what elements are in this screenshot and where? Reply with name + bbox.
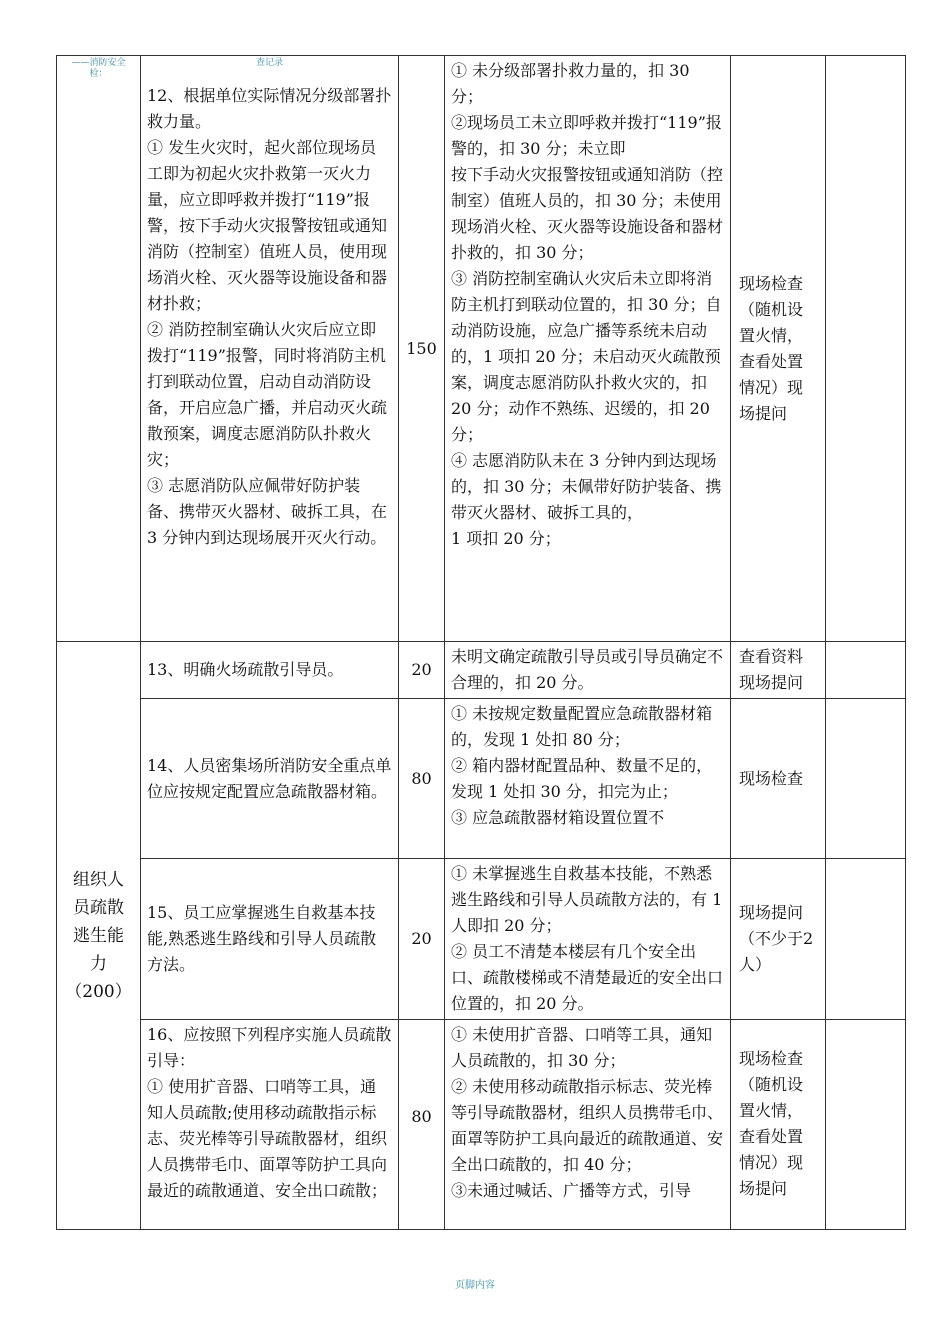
deduction-cell-12 <box>445 56 731 642</box>
method-cell-14: 现场检查 <box>731 699 826 859</box>
deduction-cell-14 <box>445 699 731 859</box>
content-16-line-1: ① 使用扩音器、口哨等工具，通知人员疏散;使用移动疏散指示标志、荧光棒等引导疏散器材，组织人员携带毛巾、面罩等防护工具向最近的疏散通道、安全出口疏散； <box>147 1077 388 1200</box>
blank-cell-16 <box>826 1020 906 1230</box>
blank-cell-14 <box>826 699 906 859</box>
content-cell-14 <box>141 699 399 859</box>
blank-cell-12 <box>826 56 906 642</box>
table-row-12 <box>57 56 906 642</box>
table-row-15 <box>57 859 906 1020</box>
content-12-line-1: ① 发生火灾时，起火部位现场员工即为初起火灾扑救第一灭火力量，应立即呼救并拨打“119”报警，按下手动火灾报警按钮或通知消防（控制室）值班人员，使用现场消火栓、灭火器等设施设备和器材扑救； <box>147 138 388 313</box>
content-12-line-2: ② 消防控制室确认火灾后应立即拨打“119”报警，同时将消防主机打到联动位置，启动自动消防设备，开启应急广播，并启动灭火疏散预案，调度志愿消防队扑救火灾； <box>147 320 388 469</box>
inspection-table <box>56 55 906 1230</box>
content-15-line-0: 15、员工应掌握逃生自救基本技能,熟悉逃生路线和引导人员疏散方法。 <box>147 903 377 974</box>
score-cell-15: 20 <box>399 859 445 1020</box>
deduction-12-line-5: 1 项扣 20 分； <box>451 529 561 548</box>
header-fragment-2: 查记录 <box>255 58 283 68</box>
deduction-14-line-2: ③ 应急疏散器材箱设置位置不 <box>451 808 665 827</box>
score-cell-16: 80 <box>399 1020 445 1230</box>
method-cell-16: 现场检查（随机设置火情，查看处置情况）现场提问 <box>731 1020 826 1230</box>
deduction-12-line-1: ②现场员工未立即呼救并拨打“119”报警的，扣 30 分；未立即 <box>451 113 722 158</box>
deduction-cell-16 <box>445 1020 731 1230</box>
header-fragment-1: ——消防安全检： <box>71 58 126 79</box>
deduction-12-line-3: ③ 消防控制室确认火灾后未立即将消防主机打到联动位置的，扣 30 分；自动消防设施，应急广播等系统未启动的，1 项扣 20 分；未启动灭火疏散预案，调度志愿消防队扑救火灾的，扣 20 分；动作不熟练、迟缓的，扣 20 分； <box>451 269 722 444</box>
deduction-cell-15 <box>445 859 731 1020</box>
table-row-14 <box>57 699 906 859</box>
content-12-line-0: 12、根据单位实际情况分级部署扑救力量。 <box>147 86 392 131</box>
deduction-15-line-0: ① 未掌握逃生自救基本技能，不熟悉逃生路线和引导人员疏散方法的，有 1 人即扣 20 分； <box>451 864 723 935</box>
content-cell-16 <box>141 1020 399 1230</box>
category-cell-top <box>57 56 141 642</box>
deduction-cell-13 <box>445 642 731 699</box>
content-13-line-0: 13、明确火场疏散引导员。 <box>147 660 344 679</box>
deduction-14-line-0: ① 未按规定数量配置应急疏散器材箱的，发现 1 处扣 80 分； <box>451 704 713 749</box>
table-row-16 <box>57 1020 906 1230</box>
blank-cell-15 <box>826 859 906 1020</box>
deduction-16-line-1: ② 未使用移动疏散指示标志、荧光棒等引导疏散器材，组织人员携带毛巾、面罩等防护工具向最近的疏散通道、安全出口疏散的，扣 40 分； <box>451 1077 724 1174</box>
deduction-16-line-2: ③未通过喊话、广播等方式，引导 <box>451 1181 692 1200</box>
deduction-12-line-0: ① 未分级部署扑救力量的，扣 30 分； <box>451 61 690 106</box>
content-16-line-0: 16、应按照下列程序实施人员疏散引导： <box>147 1025 392 1070</box>
deduction-16-line-0: ① 未使用扩音器、口哨等工具，通知人员疏散的，扣 30 分； <box>451 1025 713 1070</box>
method-cell-13: 查看资料现场提问 <box>731 642 826 699</box>
content-cell-15 <box>141 859 399 1020</box>
content-12-line-3: ③ 志愿消防队应佩带好防护装备、携带灭火器材、破拆工具，在 3 分钟内到达现场展开灭火行动。 <box>147 476 388 547</box>
score-cell-14: 80 <box>399 699 445 859</box>
deduction-14-line-1: ② 箱内器材配置品种、数量不足的，发现 1 处扣 30 分，扣完为止； <box>451 756 713 801</box>
deduction-15-line-1: ② 员工不清楚本楼层有几个安全出口、疏散楼梯或不清楚最近的安全出口位置的，扣 20 分。 <box>451 942 724 1013</box>
content-cell-12 <box>141 56 399 642</box>
score-cell-12: 150 <box>399 56 445 642</box>
page-footer: 页脚内容 <box>455 1280 495 1291</box>
deduction-12-line-4: ④ 志愿消防队未在 3 分钟内到达现场的，扣 30 分；未佩带好防护装备、携带灭火器材、破拆工具的， <box>451 451 722 522</box>
blank-cell-13 <box>826 642 906 699</box>
content-14-line-0: 14、人员密集场所消防安全重点单位应按规定配置应急疏散器材箱。 <box>147 755 392 801</box>
method-cell-15: 现场提问（不少于2人） <box>731 859 826 1020</box>
deduction-12-line-2: 按下手动火灾报警按钮或通知消防（控制室）值班人员的，扣 30 分；未使用现场消火栓、灭火器等设施设备和器材扑救的，扣 30 分； <box>451 165 724 262</box>
category-cell-evacuation: 组织人员疏散逃生能力（200） <box>57 642 141 1230</box>
deduction-13-line-0: 未明文确定疏散引导员或引导员确定不合理的，扣 20 分。 <box>451 647 724 692</box>
table-row-13 <box>57 642 906 699</box>
score-cell-13: 20 <box>399 642 445 699</box>
content-cell-13 <box>141 642 399 699</box>
method-cell-12: 现场检查（随机设置火情，查看处置情况）现场提问 <box>731 56 826 642</box>
